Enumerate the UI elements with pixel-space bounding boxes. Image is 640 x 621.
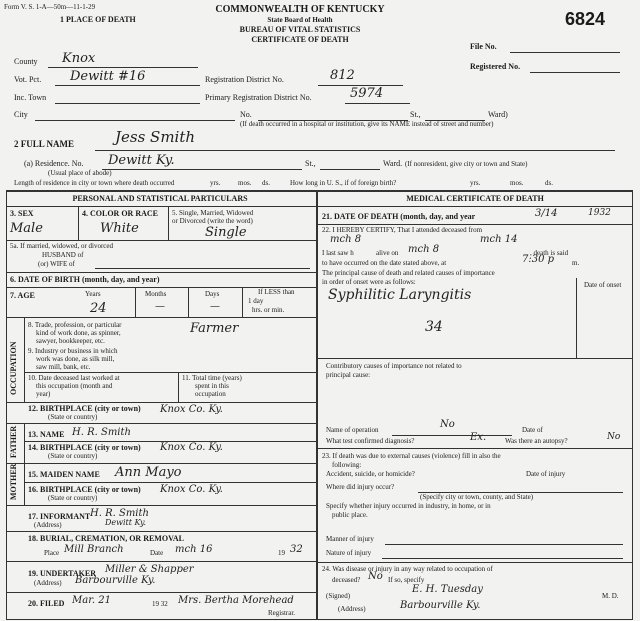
burial-place-label: Place [44,549,60,557]
vot-label: Vot. Pct. [14,75,42,84]
birthplace14-sub: (State or country) [48,452,98,460]
undertaker-address-value: Barbourville Ky. [75,575,156,586]
maiden-name-label: 15. MAIDEN NAME [28,470,100,479]
residence-st-label: St., [305,159,316,168]
occupation-vertical-label: OCCUPATION [9,341,18,395]
certify-line3b: m. [572,259,580,267]
registered-no-label: Registered No. [470,62,521,71]
residence-ward-label: Ward. [383,159,403,168]
marital-label-2: or Divorced (write the word) [172,217,253,225]
usual-place-note: (Usual place of abode) [48,169,112,177]
contributory-line2: principal cause: [326,371,371,379]
vot-value: Dewitt #16 [70,69,146,84]
undertaker-value: Miller & Shapper [105,564,194,575]
spouse-label-3: (or) WIFE of [38,260,75,268]
nonresident-note: (If nonresident, give city or town and State) [405,160,528,168]
signed-value: E. H. Tuesday [412,584,483,595]
reg-district-label: Registration District No. [205,75,284,84]
date-of-onset-label: Date of onset [584,281,622,289]
manner-label: Manner of injury [326,535,374,543]
occ10-line1: 10. Date deceased last worked at [28,374,120,382]
disease-line2a: deceased? [332,576,361,584]
occupation-value: Farmer [190,321,239,336]
occ8-line2: kind of work done, as spinner, [36,329,121,337]
informant-value: H. R. Smith [90,508,149,519]
signed-label: (Signed) [326,592,351,600]
burial-year-value: 32 [290,544,303,555]
undertaker-address-label: (Address) [34,579,62,587]
mother-vertical-label: MOTHER [9,463,18,500]
marital-value: Single [205,225,247,240]
inc-town-label: Inc. Town [14,93,47,102]
informant-address-value: Dewitt Ky. [105,518,146,527]
injury-industry-line1: Specify whether injury occurred in industry, in home, or in [326,502,491,510]
spouse-label-1: 5a. If married, widowed, or divorced [10,242,114,250]
how-long-label: How long in U. S., if of foreign birth? [290,179,397,187]
burial-year-printed: 19 [278,549,285,557]
birthplace16-label: 16. BIRTHPLACE (city or town) [28,485,141,494]
bureau-title: BUREAU OF VITAL STATISTICS [239,25,361,34]
age-years-label: Years [85,290,101,298]
medical-heading: MEDICAL CERTIFICATE OF DEATH [406,194,544,203]
disease-line1: 24. Was disease or injury in any way related to occupation of [322,565,493,573]
injury-occur-label: Where did injury occur? [326,483,395,491]
certify-line2b: alive on [376,249,399,257]
length-mos: mos. [238,179,252,187]
city-st-label: St., [410,110,421,119]
how-long-ds: ds. [545,179,553,187]
registrar-label: Registrar. [268,609,296,617]
father-name-value: H. R. Smith [72,427,131,438]
operation-label: Name of operation [326,426,379,434]
maiden-name-value: Ann Mayo [115,465,182,480]
birthplace12-sub: (State or country) [48,413,98,421]
age-years-value: 24 [90,301,107,316]
autopsy-label: Was there an autopsy? [505,437,568,445]
date-of-death-year: 1932 [588,208,611,218]
age-days-label: Days [205,290,220,298]
cause-of-death-value: Syphilitic Laryngitis [328,287,472,303]
age-months-label: Months [145,290,167,298]
primary-reg-label: Primary Registration District No. [205,93,312,102]
occ11-line1: 11. Total time (years) [182,374,242,382]
sex-label: 3. SEX [10,209,34,218]
birthplace12-value: Knox Co. Ky. [160,404,223,415]
birthplace16-sub: (State or country) [48,494,98,502]
residence-label: (a) Residence. No. [24,159,84,168]
informant-address-label: (Address) [34,521,62,529]
cause-line1: The principal cause of death and related causes of importance [322,269,495,277]
date-of-death-label: 21. DATE OF DEATH (month, day, and year [322,212,476,221]
external-line2: following: [332,461,362,469]
city-ward-label: Ward) [488,110,508,119]
filed-label: 20. FILED [28,599,65,608]
autopsy-value: No [607,432,621,442]
injury-spec-note: (Specify city or town, county, and State) [420,493,534,501]
city-label: City [14,110,28,119]
external-line1: 23. If death was due to external causes (violence) fill in also the [322,452,501,460]
birthplace14-value: Knox Co. Ky. [160,442,223,453]
burial-label: 18. BURIAL, CREMATION, OR REMOVAL [28,534,184,543]
hospital-note: (If death occurred in a hospital or institution, give its NAME instead of street and number) [240,120,494,128]
injury-date-label: Date of injury [526,470,566,478]
cause-line2: in order of onset were as follows: [322,278,416,286]
how-long-yrs: yrs. [470,179,481,187]
file-no-label: File No. [470,42,497,51]
diagnosis-value: Ex. [470,432,487,443]
burial-date-label: Date [150,549,164,557]
occ9-line2: work was done, as silk mill, [36,355,115,363]
md-label: M. D. [602,592,619,600]
birthplace16-value: Knox Co. Ky. [160,484,223,495]
board-title: State Board of Health [267,16,333,24]
certificate-number: 6824 [565,9,606,29]
time-of-death-value: 7:30 p [522,254,555,265]
occ8-line3: sawyer, bookkeeper, etc. [36,337,105,345]
how-long-mos: mos. [510,179,524,187]
form-number: Form V. S. 1-A—50m—11-1-29 [4,3,96,11]
informant-label: 17. INFORMANT [28,512,91,521]
external-line3: Accident, suicide, or homicide? [326,470,415,478]
length-yrs: yrs. [210,179,221,187]
occ9-line1: 9. Industry or business in which [28,347,118,355]
county-value: Knox [62,51,96,66]
cause-code-value: 34 [425,319,443,335]
contributory-line1: Contributory causes of importance not related to [326,362,462,370]
occ8-line1: 8. Trade, profession, or particular [28,321,122,329]
occ11-line3: occupation [195,390,226,398]
burial-place-value: Mill Branch [64,544,124,555]
city-no-label: No. [240,110,252,119]
certify-line2a: I last saw h [322,249,354,257]
full-name-value: Jess Smith [115,128,196,146]
length-residence-label: Length of residence in city or town where death occurred [14,179,175,187]
filed-value: Mar. 21 [72,595,111,606]
operation-value: No [440,419,455,430]
father-vertical-label: FATHER [9,425,18,458]
age-less-than: If LESS than [258,288,295,296]
occ11-line2: spent in this [195,382,229,390]
birthplace12-label: 12. BIRTHPLACE (city or town) [28,404,141,413]
disease-value: No [368,571,383,582]
certify-to-value: mch 14 [480,234,518,245]
nature-label: Nature of injury [326,549,372,557]
dob-label: 6. DATE OF BIRTH (month, day, and year) [10,275,160,284]
diagnosis-label: What test confirmed diagnosis? [326,437,415,445]
spouse-label-2: HUSBAND of [42,251,84,259]
operation-date-label: Date of [522,426,543,434]
birthplace14-label: 14. BIRTHPLACE (city or town) [28,443,141,452]
physician-address-label: (Address) [338,605,366,613]
occ10-line2: this occupation (month and [36,382,113,390]
injury-industry-line2: public place. [332,511,368,519]
physician-address-value: Barbourville Ky. [400,600,481,611]
personal-heading: PERSONAL AND STATISTICAL PARTICULARS [72,194,248,203]
residence-value: Dewitt Ky. [108,153,175,168]
county-label: County [14,57,38,66]
last-saw-value: mch 8 [408,244,440,255]
age-one-day: 1 day [248,297,264,305]
place-of-death-heading: 1 PLACE OF DEATH [60,15,136,24]
father-name-label: 13. NAME [28,430,65,439]
age-months-value: — [155,301,165,312]
certify-line2c: , death is said [530,249,569,257]
age-label: 7. AGE [10,291,35,300]
undertaker-label: 19. UNDERTAKER [28,569,97,578]
certificate-title: CERTIFICATE OF DEATH [251,35,349,44]
age-days-value: — [210,301,220,312]
date-of-death-value: 3/14 [535,208,558,219]
primary-reg-value: 5974 [350,86,384,101]
burial-date-value: mch 16 [175,544,213,555]
filed-year: 19 32 [152,600,168,608]
registrar-value: Mrs. Bertha Morehead [178,595,294,606]
marital-label-1: 5. Single, Married, Widowed [172,209,254,217]
length-ds: ds. [262,179,270,187]
color-label: 4. COLOR OR RACE [82,209,159,218]
disease-line2b: If so, specify [388,576,425,584]
full-name-label: 2 FULL NAME [14,139,75,149]
color-value: White [100,221,139,236]
reg-district-value: 812 [330,68,355,83]
sex-value: Male [10,221,43,236]
occ9-line3: saw mill, bank, etc. [36,363,91,371]
certify-line1: 22. I HEREBY CERTIFY, That I attended deceased from [322,226,483,234]
certify-from-value: mch 8 [330,234,362,245]
age-hrs-min: hrs. or min. [252,306,285,314]
state-title: COMMONWEALTH OF KENTUCKY [215,4,385,15]
occ10-line3: year) [36,390,51,398]
certify-line3: to have occurred on the date stated above, at [322,259,447,267]
